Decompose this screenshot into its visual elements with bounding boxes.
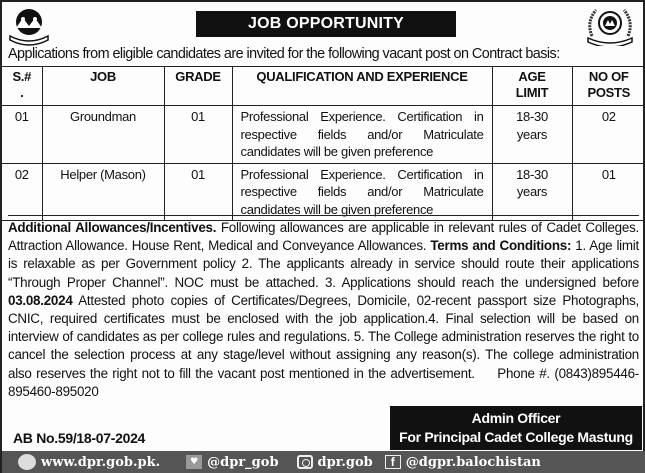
- header-age-limit: AGE LIMIT: [492, 67, 572, 106]
- deadline-date: 03.08.2024: [8, 292, 73, 308]
- ab-number: AB No.59/18-07-2024: [13, 430, 146, 446]
- terms-and-conditions: [8, 215, 639, 401]
- instagram-handle[interactable]: dpr.gob: [317, 454, 373, 470]
- instagram-icon: [297, 455, 313, 469]
- table-header-row: [2, 67, 645, 106]
- cadet-college-crest-icon: [580, 6, 640, 46]
- globe-icon: [18, 454, 36, 470]
- header-qualification: QUALIFICATION AND EXPERIENCE: [232, 67, 492, 106]
- facebook-handle[interactable]: @dgpr.balochistan: [405, 454, 541, 470]
- cell-sno: 01: [2, 106, 42, 164]
- intro-text: Applications from eligible candidates are invited for the following vacant post on Contract basis:: [8, 46, 560, 62]
- twitter-icon: ♥: [186, 455, 202, 469]
- footer-instagram[interactable]: [297, 455, 373, 470]
- cell-qualification: Professional Experience. Certification in respective fields and/or Matriculate candidates will be given preference: [232, 106, 492, 164]
- cell-grade: 01: [164, 163, 232, 221]
- twitter-handle[interactable]: @dpr_gob: [207, 454, 279, 470]
- table-row: [2, 163, 645, 221]
- cell-sno: 02: [2, 163, 42, 221]
- footer-bar: [2, 451, 645, 473]
- terms-text: 1. Age limit is relaxable as per Government policy 2. The applicants already in service should route their applications “Through Proper Channel”. NOC must be attached. 3. Applications should reach the undersigned before: [8, 238, 639, 290]
- footer-twitter[interactable]: [186, 455, 278, 470]
- terms-heading: Terms and Conditions:: [430, 238, 572, 254]
- terms-text-continued: Attested photo copies of Certificates/Degrees, Domicile, 02-recent passport size Photographs, CNIC, required certificates must be enclosed with the job application.4. Final selection will be based on interview of candidates as per college rules and regulations. 5. The College administration reserves the right to cancel the selection process at any stage/level without assigning any reason(s). The college administration also reserves the right not to fill the vacant post mentioned in the advertisement.: [8, 292, 639, 381]
- cell-qualification: Professional Experience. Certification in respective fields and/or Matriculate candidates will be given preference: [232, 163, 492, 221]
- allowances-text: Following allowances are applicable in relevant rules of Cadet Colleges. Attraction Allowance. House Rent, Medical and Conveyance Allowances.: [8, 220, 639, 254]
- footer-website[interactable]: [18, 454, 160, 470]
- cell-job: Groundman: [42, 106, 164, 164]
- cell-job: Helper (Mason): [42, 163, 164, 221]
- header-no-of-posts: NO OF POSTS: [572, 67, 645, 106]
- cell-grade: 01: [164, 106, 232, 164]
- page-title: JOB OPPORTUNITY: [196, 11, 456, 37]
- facebook-icon: f: [385, 455, 401, 469]
- vacancy-table: [2, 66, 645, 221]
- cell-age-limit: 18-30 years: [492, 163, 572, 221]
- balochistan-emblem-icon: [6, 6, 52, 46]
- signatory-org: For Principal Cadet College Mastung: [399, 429, 633, 445]
- header-sno: S.# .: [2, 67, 42, 106]
- allowances-heading: Additional Allowances/Incentives.: [8, 220, 217, 235]
- header-job: JOB: [42, 67, 164, 106]
- website-link[interactable]: www.dpr.gob.pk.: [41, 454, 161, 470]
- signature-box: [390, 406, 642, 450]
- footer-facebook[interactable]: [385, 455, 541, 470]
- cell-posts: 02: [572, 106, 645, 164]
- header-grade: GRADE: [164, 67, 232, 106]
- table-row: [2, 106, 645, 164]
- phone-number: Phone #. (0843)895446-895460-895020: [8, 365, 640, 399]
- signatory-title: Admin Officer: [471, 410, 561, 426]
- cell-posts: 01: [572, 163, 645, 221]
- cell-age-limit: 18-30 years: [492, 106, 572, 164]
